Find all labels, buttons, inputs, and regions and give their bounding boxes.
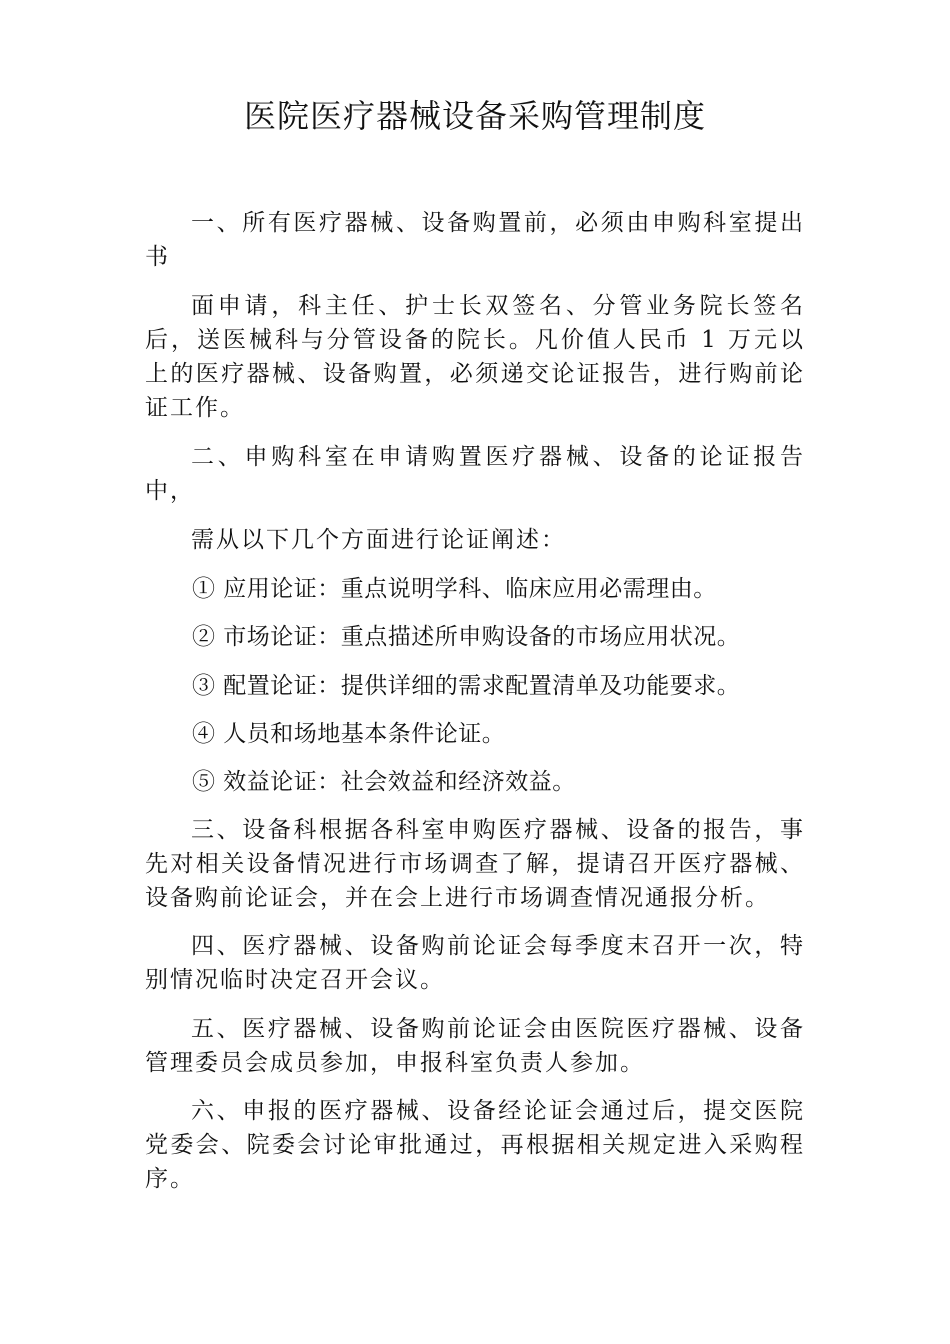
- paragraph-1: 一、所有医疗器械、设备购置前，必须由申购科室提出书: [145, 210, 805, 270]
- paragraph-5: 三、设备科根据各科室申购医疗器械、设备的报告，事先对相关设备情况进行市场调查了解，提请召开医疗器械、设备购前论证会，并在会上进行市场调查情况通报分析。: [145, 817, 805, 911]
- paragraph-8: 六、申报的医疗器械、设备经论证会通过后，提交医院党委会、院委会讨论审批通过，再根据相关规定进入采购程序。: [145, 1098, 805, 1192]
- list-item-configuration: ③ 配置论证：提供详细的需求配置清单及功能要求。: [192, 673, 741, 699]
- list-item-benefit: ⑤ 效益论证：社会效益和经济效益。: [192, 769, 576, 795]
- paragraph-3: 二、申购科室在申请购置医疗器械、设备的论证报告中，: [145, 444, 805, 504]
- paragraph-2: 面申请，科主任、护士长双签名、分管业务院长签名后，送医械科与分管设备的院长。凡价值人民币 1 万元以上的医疗器械、设备购置，必须递交论证报告，进行购前论证工作。: [145, 293, 805, 421]
- paragraph-6: 四、医疗器械、设备购前论证会每季度末召开一次，特别情况临时决定召开会议。: [145, 933, 805, 993]
- list-item-application: ① 应用论证：重点说明学科、临床应用必需理由。: [192, 576, 717, 602]
- paragraph-4: 需从以下几个方面进行论证阐述：: [191, 527, 566, 553]
- paragraph-7: 五、医疗器械、设备购前论证会由医院医疗器械、设备管理委员会成员参加，申报科室负责人参加。: [145, 1016, 805, 1076]
- list-item-market: ② 市场论证：重点描述所申购设备的市场应用状况。: [192, 624, 741, 650]
- list-item-personnel: ④ 人员和场地基本条件论证。: [192, 721, 506, 747]
- document-title: 医院医疗器械设备采购管理制度: [243, 97, 706, 135]
